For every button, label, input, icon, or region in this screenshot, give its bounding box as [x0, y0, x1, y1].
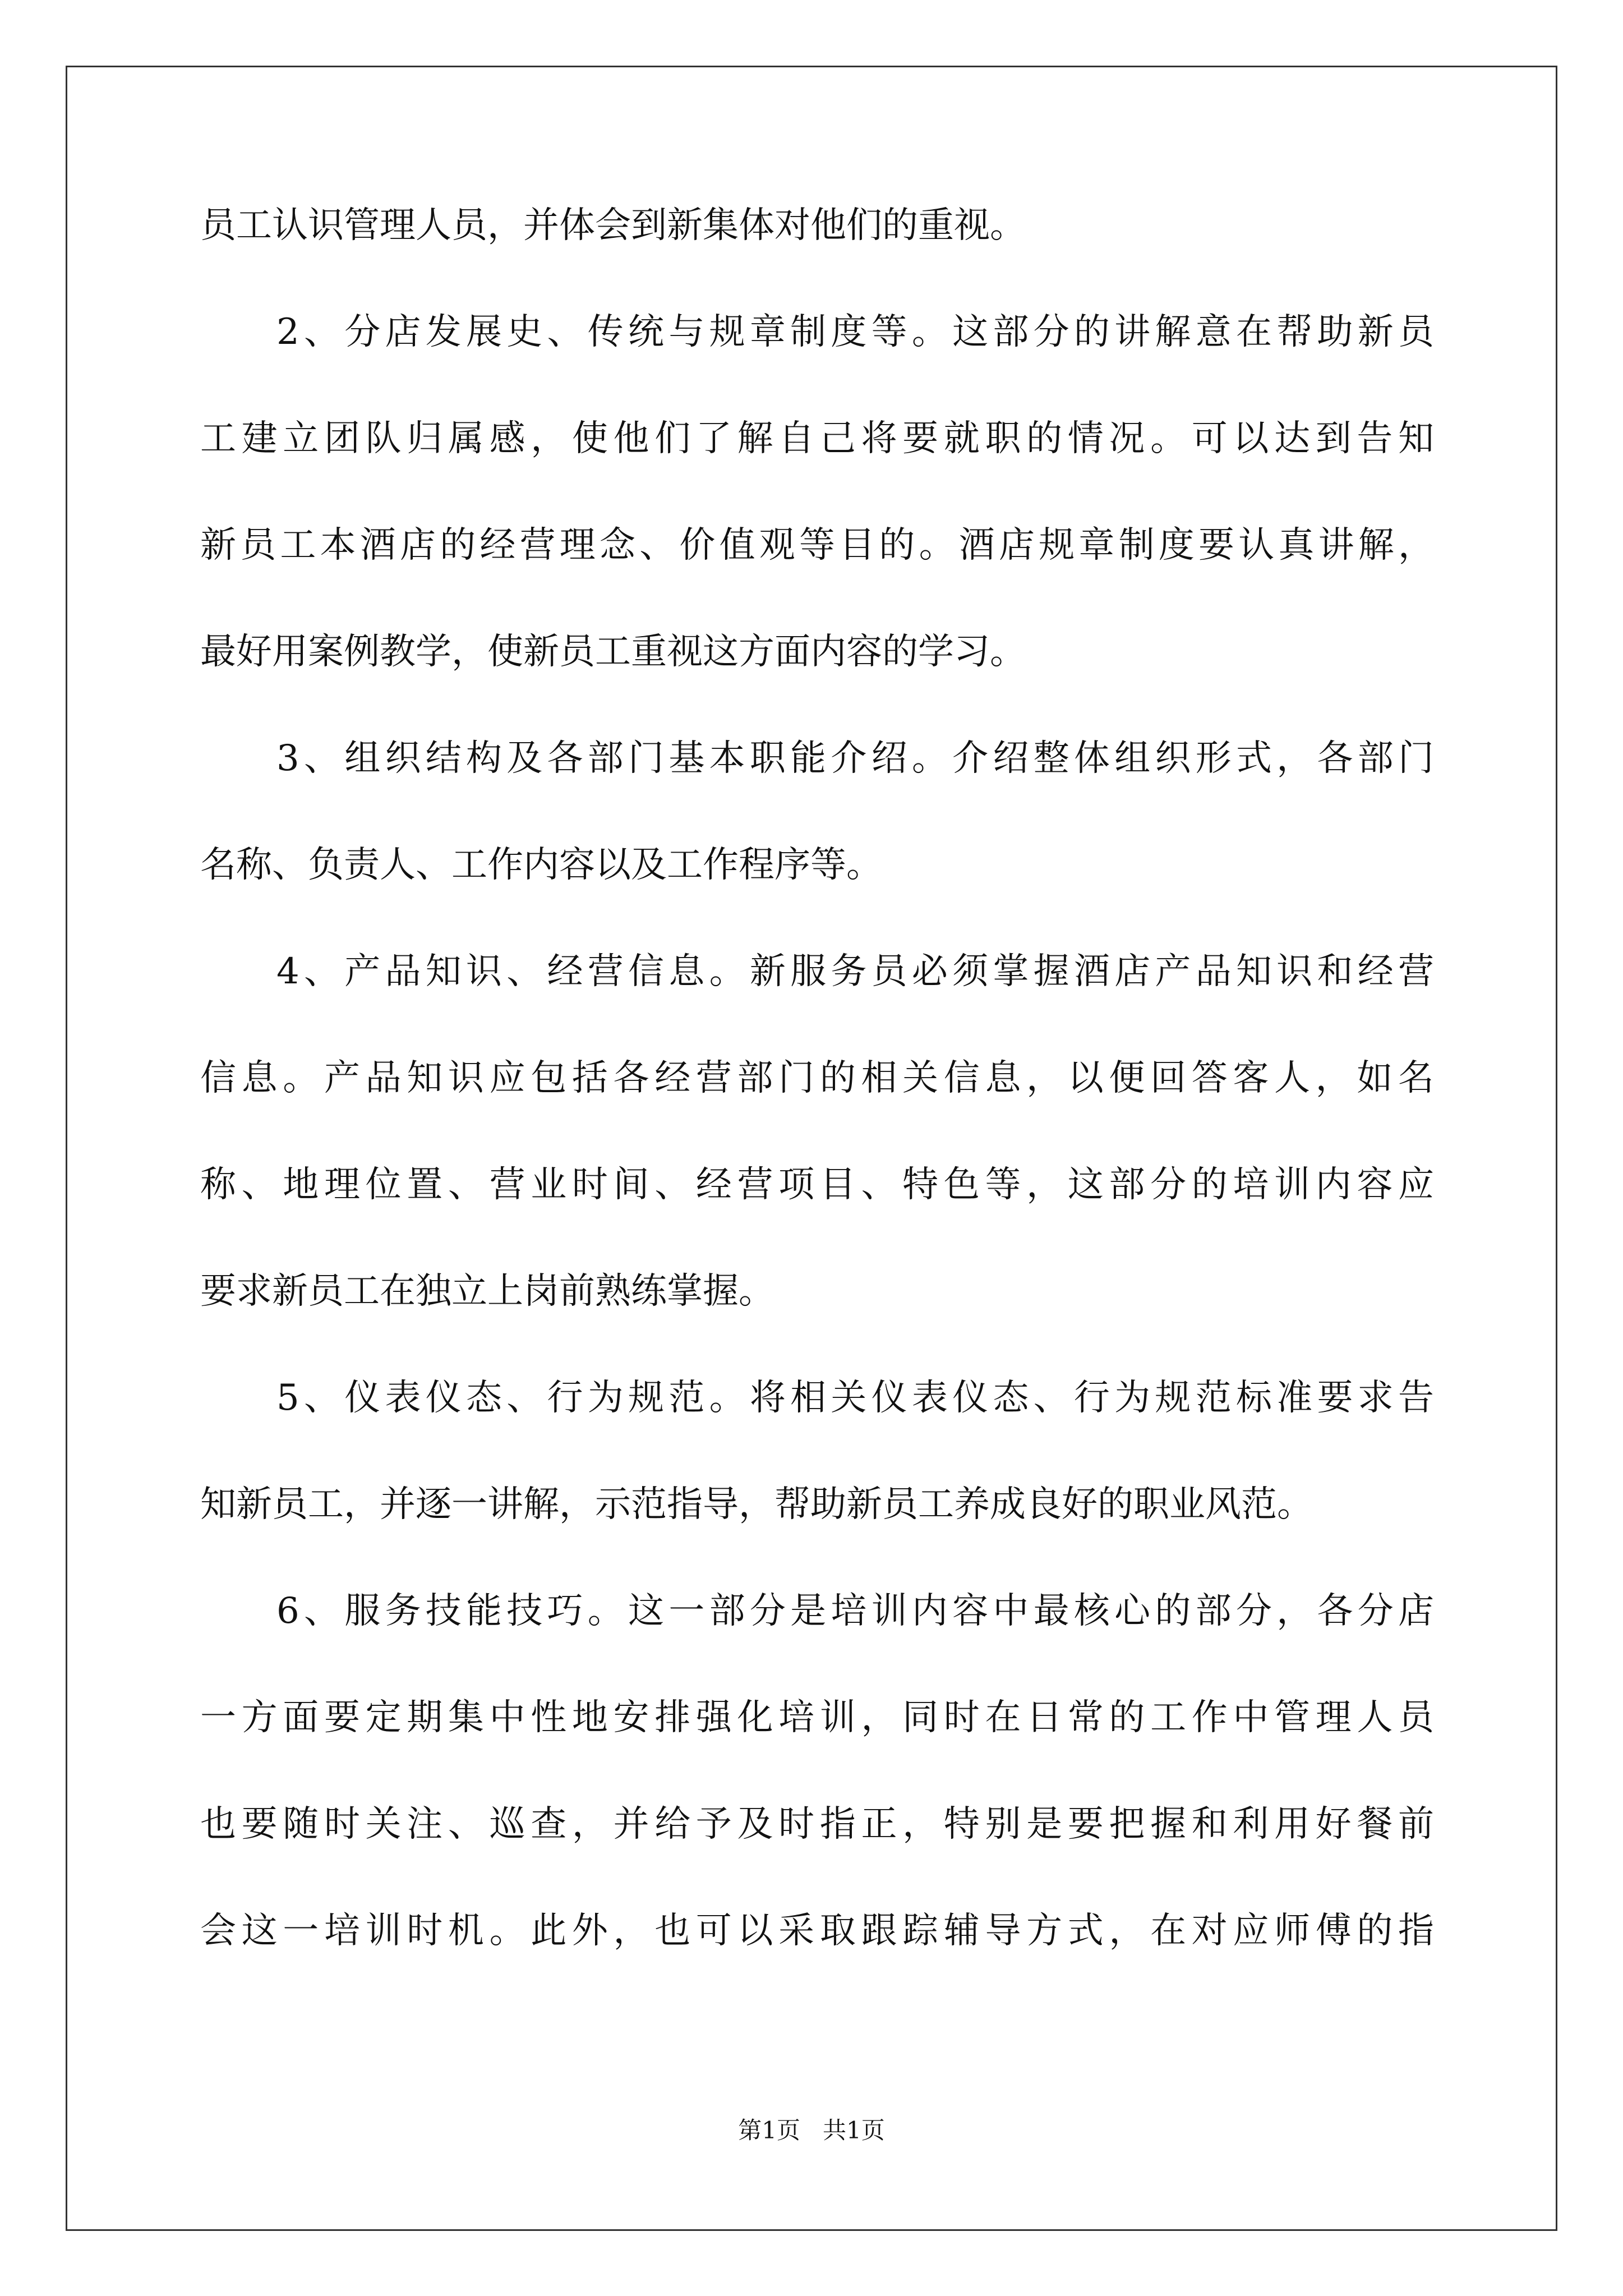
- text-line: 名称、负责人、工作内容以及工作程序等。: [200, 844, 882, 886]
- text-line: 员工认识管理人员，并体会到新集体对他们的重视。: [200, 205, 1026, 246]
- text-line: 最好用案例教学，使新员工重视这方面内容的学习。: [200, 631, 1026, 673]
- text-line: 也要随时关注、巡查，并给予及时指正，特别是要把握和利用好餐前: [200, 1803, 1434, 1845]
- text-line: 3、组织结构及各部门基本职能介绍。介绍整体组织形式，各部门: [276, 738, 1434, 779]
- text-line: 称、地理位置、营业时间、经营项目、特色等，这部分的培训内容应: [200, 1164, 1434, 1205]
- text-line: 5、仪表仪态、行为规范。将相关仪表仪态、行为规范标准要求告: [276, 1377, 1434, 1419]
- text-line: 4、产品知识、经营信息。新服务员必须掌握酒店产品知识和经营: [276, 951, 1434, 992]
- text-line: 新员工本酒店的经营理念、价值观等目的。酒店规章制度要认真讲解，: [200, 524, 1434, 566]
- text-line: 一方面要定期集中性地安排强化培训，同时在日常的工作中管理人员: [200, 1697, 1434, 1738]
- text-line: 2、分店发展史、传统与规章制度等。这部分的讲解意在帮助新员: [276, 311, 1434, 353]
- text-line: 知新员工，并逐一讲解，示范指导，帮助新员工养成良好的职业风范。: [200, 1484, 1313, 1525]
- document-body: [200, 205, 1434, 2019]
- text-line: 会这一培训时机。此外，也可以采取跟踪辅导方式，在对应师傅的指: [200, 1910, 1434, 1952]
- text-line: 工建立团队归属感，使他们了解自己将要就职的情况。可以达到告知: [200, 418, 1434, 459]
- text-line: 信息。产品知识应包括各经营部门的相关信息，以便回答客人，如名: [200, 1057, 1434, 1099]
- text-line: 6、服务技能技巧。这一部分是培训内容中最核心的部分，各分店: [276, 1590, 1434, 1632]
- text-line: 要求新员工在独立上岗前熟练掌握。: [200, 1271, 774, 1312]
- page-footer: 第1页 共1页: [738, 2116, 885, 2144]
